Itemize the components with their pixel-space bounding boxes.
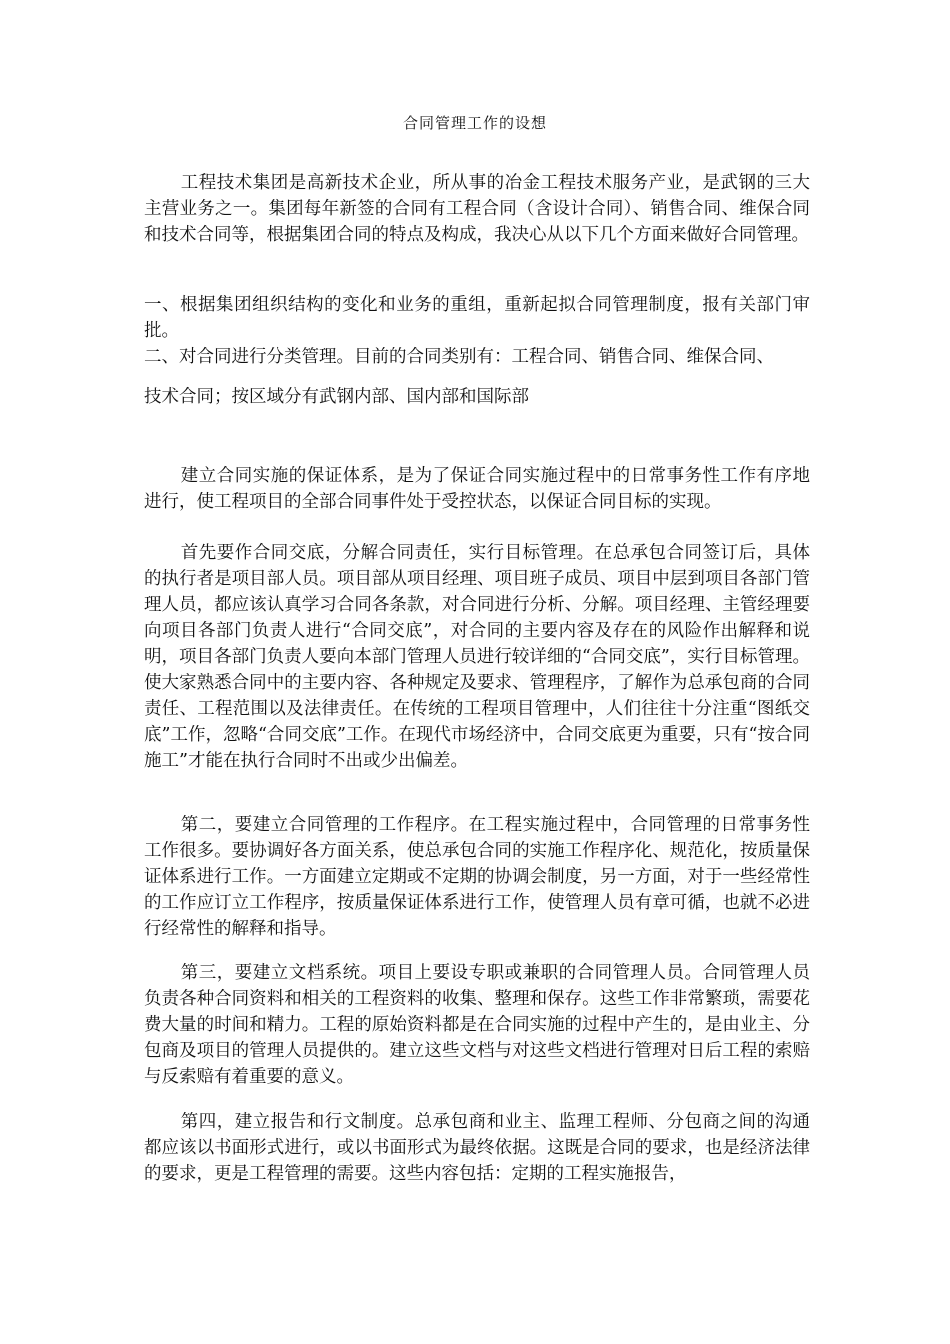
paragraph-document-system: 第三，要建立文档系统。项目上要设专职或兼职的合同管理人员。合同管理人员负责各种合同资料和相关的工程资料的收集、整理和保存。这些工作非常繁琐，需要花费大量的时间和精力。工程的原始资料都是在合同实施的过程中产生的，是由业主、分包商及项目的管理人员提供的。建立这些文档与对这些文档进行管理对日后工程的索赔与反索赔有着重要的意义。	[144, 963, 810, 1087]
paragraph-item-1: 一、根据集团组织结构的变化和业务的重组，重新起拟合同管理制度，报有关部门审批。	[144, 295, 810, 341]
paragraph-guarantee-system: 建立合同实施的保证体系，是为了保证合同实施过程中的日常事务性工作有序地进行，使工程项目的全部合同事件处于受控状态，以保证合同目标的实现。	[144, 466, 810, 512]
paragraph-work-procedure: 第二，要建立合同管理的工作程序。在工程实施过程中，合同管理的日常事务性工作很多。要协调好各方面关系，使总承包合同的实施工作程序化、规范化，按质量保证体系进行工作。一方面建立定期或不定期的协调会制度，另一方面，对于一些经常性的工作应订立工作程序，按质量保证体系进行工作，使管理人员有章可循，也就不必进行经常性的解释和指导。	[144, 815, 810, 939]
paragraph-contract-briefing: 首先要作合同交底，分解合同责任，实行目标管理。在总承包合同签订后，具体的执行者是项目部人员。项目部从项目经理、项目班子成员、项目中层到项目各部门管理人员，都应该认真学习合同各条款，对合同进行分析、分解。项目经理、主管经理要向项目各部门负责人进行“合同交底”，对合同的主要内容及存在的风险作出解释和说明，项目各部门负责人要向本部门管理人员进行较详细的“合同交底”，实行目标管理。使大家熟悉合同中的主要内容、各种规定及要求、管理程序，了解作为总承包商的合同责任、工程范围以及法律责任。在传统的工程项目管理中，人们往往十分注重“图纸交底”工作，忽略“合同交底”工作。在现代市场经济中，合同交底更为重要，只有“按合同施工”才能在执行合同时不出或少出偏差。	[144, 543, 810, 771]
document-title: 合同管理工作的设想	[402, 114, 547, 132]
paragraph-report-system: 第四，建立报告和行文制度。总承包商和业主、监理工程师、分包商之间的沟通都应该以书面形式进行，或以书面形式为最终依据。这既是合同的要求，也是经济法律的要求，更是工程管理的需要。这些内容包括：定期的工程实施报告，	[144, 1112, 810, 1184]
paragraph-intro: 工程技术集团是高新技术企业，所从事的冶金工程技术服务产业，是武钢的三大主营业务之一。集团每年新签的合同有工程合同（含设计合同）、销售合同、维保合同和技术合同等，根据集团合同的特点及构成，我决心从以下几个方面来做好合同管理。	[144, 173, 810, 245]
paragraph-item-2-line-1: 二、对合同进行分类管理。目前的合同类别有：工程合同、销售合同、维保合同、	[144, 347, 774, 367]
paragraph-item-2-line-2: 技术合同；按区域分有武钢内部、国内部和国际部	[144, 387, 529, 407]
